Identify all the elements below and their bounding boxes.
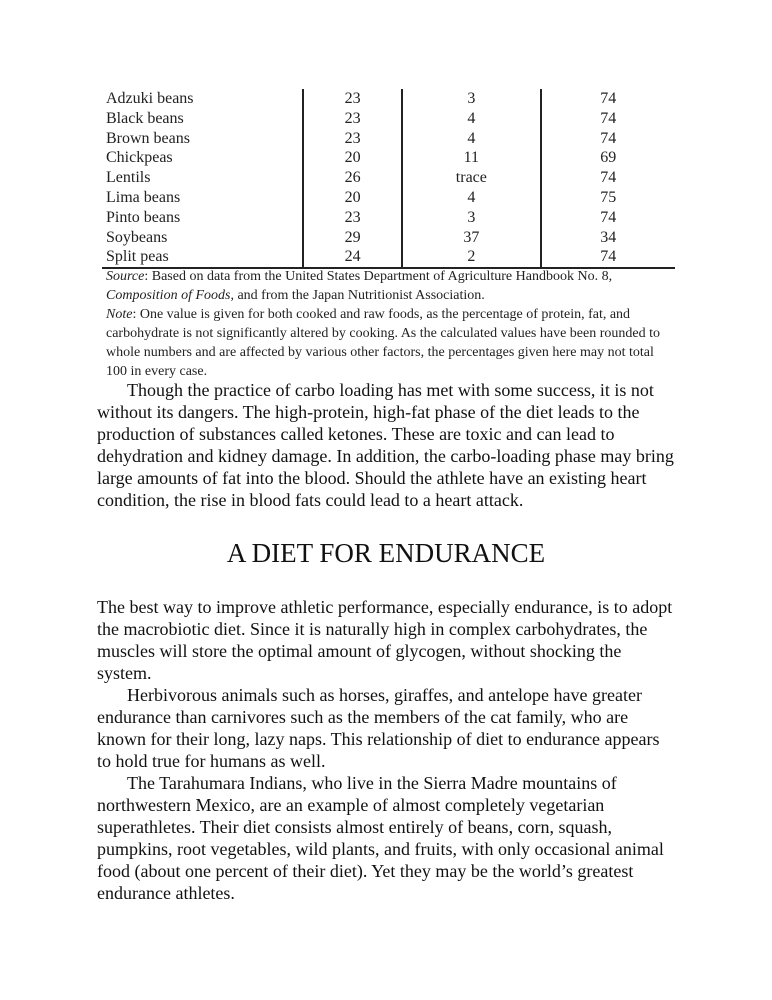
food-name-cell: Chickpeas bbox=[106, 149, 173, 167]
food-name-cell: Split peas bbox=[102, 247, 303, 268]
food-name-cell: Lentils bbox=[106, 169, 151, 187]
fat-cell: 37 bbox=[402, 228, 541, 248]
fat-cell: 4 bbox=[402, 109, 541, 129]
table-row bbox=[102, 228, 675, 248]
paragraph: The best way to improve athletic performance, especially endurance, is to adopt the macrobiotic diet. Since it is naturally high in complex carbohydrates, the muscles will store the optimal amount of glycogen, without shocking the system. bbox=[97, 597, 673, 683]
source-text-1: : Based on data from the United States Department of Agriculture Handbook No. 8, bbox=[144, 269, 613, 284]
note-text: : One value is given for both cooked and raw foods, as the percentage of protein, fat, and carbohydrate is not significantly altered by cooking. As the calculated values have been rounded to whole numbers and are affected by various other factors, the percentages given here may not total 100 in every case. bbox=[106, 307, 660, 379]
protein-cell: 20 bbox=[303, 148, 402, 168]
section-heading: A DIET FOR ENDURANCE bbox=[226, 538, 546, 568]
source-label: Source bbox=[106, 269, 145, 284]
protein-cell: 23 bbox=[303, 89, 402, 109]
paragraph: The Tarahumara Indians, who live in the Sierra Madre mountains of northwestern Mexico, are an example of almost completely vegetarian superathletes. Their diet consists almost entirely of beans, corn, squash, pumpkins, root vegetables, wild plants, and fruits, with only occasional animal food (about one percent of their diet). Yet they may be the world’s greatest endurance athletes. bbox=[97, 773, 664, 903]
fat-cell: 3 bbox=[402, 208, 541, 228]
fat-cell: 4 bbox=[402, 188, 541, 208]
food-name-cell: Soybeans bbox=[106, 228, 168, 246]
carbohydrate-cell: 69 bbox=[541, 148, 675, 168]
food-name-cell: Adzuki beans bbox=[106, 90, 194, 107]
protein-cell: 23 bbox=[303, 109, 402, 129]
food-name-cell: Lima beans bbox=[106, 188, 181, 206]
protein-cell: 29 bbox=[303, 228, 402, 248]
table-row bbox=[102, 168, 675, 188]
protein-cell: 24 bbox=[303, 247, 402, 268]
source-text-2: , and from the Japan Nutritionist Association. bbox=[230, 288, 485, 303]
carbohydrate-cell: 74 bbox=[541, 129, 675, 149]
protein-cell: 26 bbox=[303, 168, 402, 188]
carbohydrate-cell: 75 bbox=[541, 188, 675, 208]
source-note bbox=[106, 267, 676, 305]
carbohydrate-cell: 74 bbox=[541, 168, 675, 188]
fat-cell: 11 bbox=[402, 148, 541, 168]
paragraph: Though the practice of carbo loading has met with some success, it is not without its dangers. The high-protein, high-fat phase of the diet leads to the production of substances called ketones. These are toxic and can lead to dehydration and kidney damage. In addition, the carbo-loading phase may bring large amounts of fat into the blood. Should the athlete have an existing heart condition, the rise in blood fats could lead to a heart attack. bbox=[97, 380, 674, 510]
fat-cell: 3 bbox=[402, 89, 541, 109]
source-title: Composition of Foods bbox=[106, 288, 231, 303]
carbohydrate-cell: 74 bbox=[541, 208, 675, 228]
carbohydrate-cell: 74 bbox=[541, 247, 675, 268]
table-row bbox=[102, 89, 675, 109]
carbohydrate-cell: 74 bbox=[541, 109, 675, 129]
paragraph: Herbivorous animals such as horses, giraffes, and antelope have greater endurance than carnivores such as the members of the cat family, who are known for their long, lazy naps. This relationship of diet to endurance appears to hold true for humans as well. bbox=[97, 685, 660, 771]
carbohydrate-cell: 34 bbox=[541, 228, 675, 248]
table-notes bbox=[106, 267, 676, 381]
fat-cell: 4 bbox=[402, 129, 541, 149]
note-label: Note bbox=[106, 307, 133, 322]
fat-cell: trace bbox=[402, 168, 541, 188]
bean-nutrition-table bbox=[102, 89, 675, 269]
carbohydrate-cell: 74 bbox=[541, 89, 675, 109]
table-row bbox=[102, 188, 675, 208]
table-body bbox=[102, 89, 675, 268]
protein-cell: 20 bbox=[303, 188, 402, 208]
food-name-cell: Brown beans bbox=[106, 129, 190, 147]
fat-cell: 2 bbox=[402, 247, 541, 268]
protein-cell: 23 bbox=[303, 129, 402, 149]
food-name-cell: Pinto beans bbox=[106, 208, 181, 226]
note-text-block bbox=[106, 305, 676, 381]
body-text-section bbox=[97, 596, 677, 904]
food-name-cell: Black beans bbox=[106, 109, 184, 127]
table-row bbox=[102, 208, 675, 228]
table-row bbox=[102, 129, 675, 149]
protein-cell: 23 bbox=[303, 208, 402, 228]
body-text-top bbox=[97, 379, 677, 511]
table-row bbox=[102, 148, 675, 168]
table-row bbox=[102, 247, 675, 268]
table-row bbox=[102, 109, 675, 129]
